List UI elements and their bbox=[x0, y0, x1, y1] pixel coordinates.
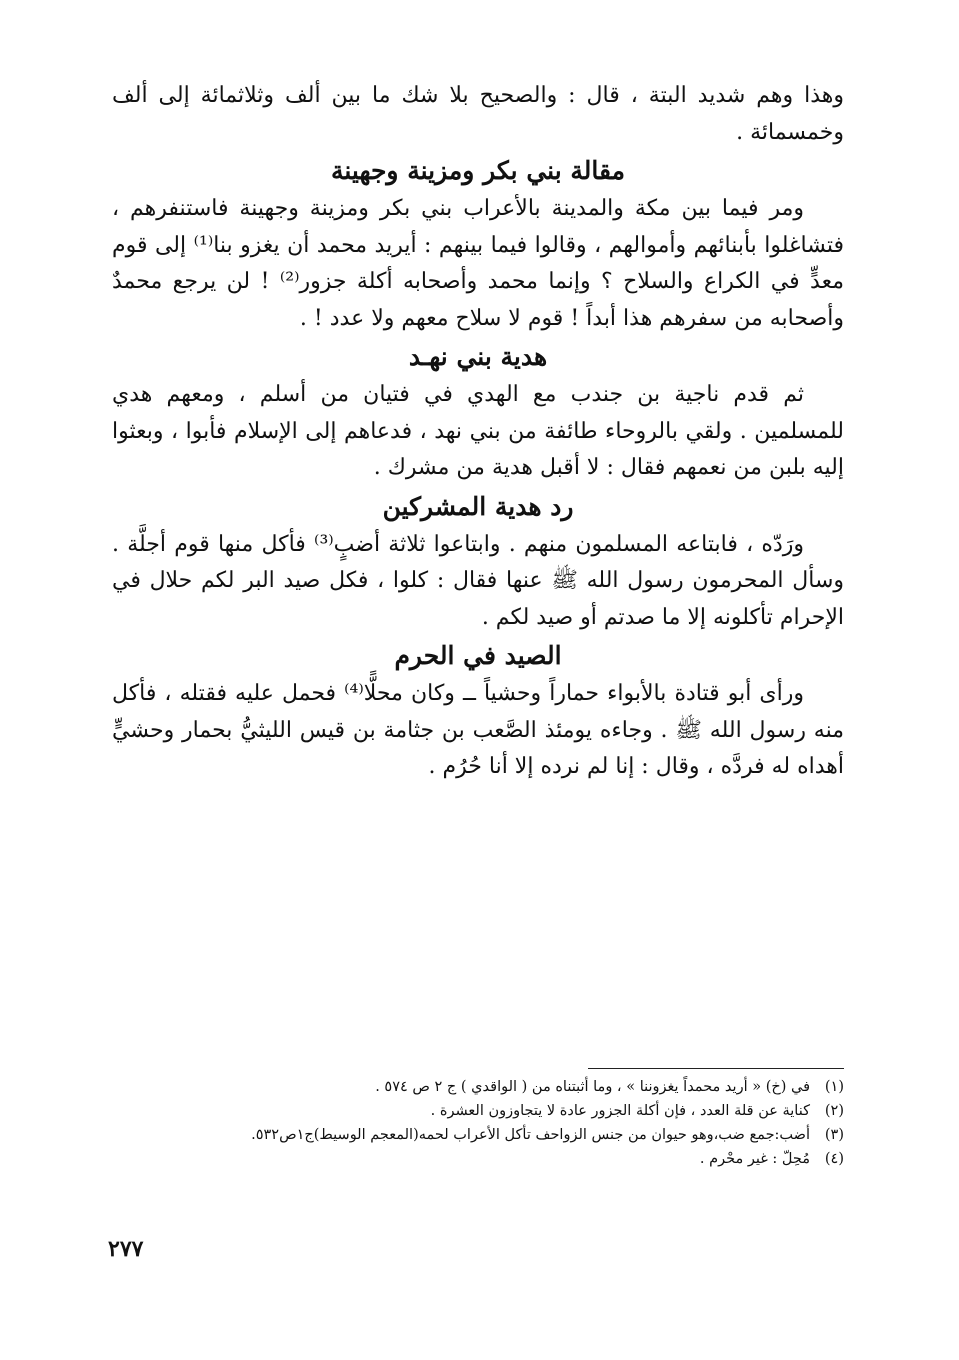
heading-sayd-haram: الصيد في الحرم bbox=[394, 641, 562, 670]
page-number: ٢٧٧ bbox=[108, 1236, 144, 1262]
footnote-text: مُحِلّ : غير محْرم . bbox=[699, 1151, 810, 1167]
footnote-number: (٢) bbox=[824, 1103, 844, 1119]
footnote-text: كناية عن قلة العدد ، فإن أكلة الجزور عادة لا يتجاوزون العشرة . bbox=[430, 1103, 810, 1119]
footnote-2 bbox=[112, 1099, 844, 1123]
footnote-text: أضب:جمع ضب،وهو حيوان من جنس الزواحف تأكل الأعراب لحمه(المعجم الوسيط)ج١ص٥٣٢. bbox=[251, 1127, 810, 1143]
paragraph-sayd-haram: ورأى أبو قتادة بالأبواء حماراً وحشياً ــ وكان محلًّا⁽⁴⁾ فحمل عليه فقتله ، فأكل منه رسول الله ﷺ . وجاءه يومئذ الصَّعب بن جثامة بن قيس الليثيُّ بحمار وحشيٍّ أهداه له فردَّه ، وقال : إنا لم نرده إلا أنا حُرُم . bbox=[112, 681, 844, 779]
heading-radd-hadiya: رد هدية المشركين bbox=[382, 491, 574, 521]
footnote-number: (١) bbox=[824, 1079, 844, 1095]
footnote-3 bbox=[112, 1123, 844, 1147]
footnote-number: (٤) bbox=[824, 1151, 844, 1167]
heading-bani-bakr: مقالة بني بكر ومزينة وجهينة bbox=[330, 156, 626, 185]
footnotes bbox=[112, 1075, 844, 1171]
paragraph-radd-hadiya: ورَدّه ، فابتاعه المسلمون منهم . وابتاعوا ثلاثة أضبٍ⁽³⁾ فأكل منها قوم أجلَّة . وسأل المحرمون رسول الله ﷺ عنها فقال : كلوا ، فكل صيد البر لكم حلال في الإحرام تأكلونه إلا ما صدتم أو صيد لكم . bbox=[112, 531, 845, 630]
heading-bani-nahd: هدية بني نهـد bbox=[408, 342, 548, 371]
footnote-number: (٣) bbox=[824, 1127, 844, 1143]
footnote-separator bbox=[588, 1068, 844, 1069]
footnote-text: في (خ) « أريد محمداً يغزوننا » ، وما أثبتناه من ( الواقدي ) ج ٢ ص ٥٧٤ . bbox=[375, 1079, 810, 1095]
footnote-1 bbox=[112, 1075, 844, 1099]
paragraph-bani-bakr: ومر فيما بين مكة والمدينة بالأعراب بني بكر ومزينة وجهينة فاستنفرهم ، فتشاغلوا بأبنائهم وأموالهم ، وقالوا فيما بينهم : أيريد محمد أن يغزو بنا⁽¹⁾ إلى قوم معدٍّ في الكراع والسلاح ؟ وإنما محمد وأصحابه أكلة جزور⁽²⁾ ! لن يرجع محمدٌ وأصحابه من سفرهم هذا أبداً ! قوم لا سلاح معهم ولا عدد ! . bbox=[112, 196, 845, 331]
paragraph-bani-nahd: ثم قدم ناجية بن جندب مع الهدي في فتيان من أسلم ، ومعهم هدي للمسلمين . ولقي بالروحاء طائفة من بني نهد ، فدعاهم إلى الإسلام فأبوا ، وبعثوا إليه بلبن من نعمهم فقال : لا أقبل هدية من مشرك . bbox=[112, 382, 844, 480]
page-body bbox=[112, 78, 844, 786]
intro-paragraph: وهذا وهم شديد البتة ، قال : والصحيح بلا شك ما بين ألف وثلاثمائة إلى ألف وخمسمائة . bbox=[112, 83, 844, 145]
footnote-4 bbox=[112, 1147, 844, 1171]
